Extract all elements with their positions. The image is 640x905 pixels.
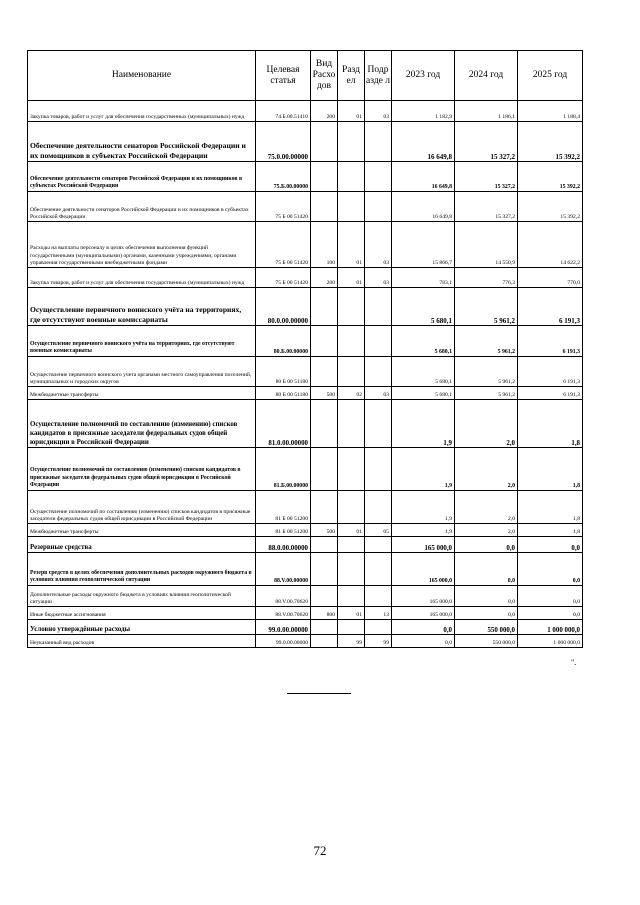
table-row [28,537,583,553]
row-2024: 5 961,2 [455,326,518,357]
row-2024: 2,0 [455,524,518,537]
row-2025: 1,8 [518,400,583,448]
row-2023: 15 866,7 [392,222,455,268]
row-2025: 1 000 000,0 [518,620,583,635]
row-2025: 15 392,2 [518,162,583,192]
row-2024: 1 186,1 [455,101,518,122]
row-name: Осуществление полномочий по составлению (изменению) списков кандидатов в присяжные заседатели федеральных судов общей юрисдикции в Российской Федерации [28,448,256,491]
row-section: 99 [338,635,365,648]
header-year-2024: 2024 год [455,51,518,101]
row-expense-type [311,586,338,607]
row-target: 75 Б 00 51420 [256,268,311,288]
table-header-row [28,51,583,101]
table-row [28,192,583,222]
row-2023: 1,9 [392,448,455,491]
row-2023: 5 680,1 [392,357,455,387]
row-2023: 165 000,0 [392,537,455,553]
row-name: Обеспечение деятельности сенаторов Российской Федерации и их помощников в субъектах Российской Федерации [28,162,256,192]
row-subsection: 05 [365,524,392,537]
header-subsection: Подр азде л [365,51,392,101]
row-2023: 1 182,9 [392,101,455,122]
row-2025: 1 188,4 [518,101,583,122]
row-expense-type [311,448,338,491]
row-subsection [365,400,392,448]
row-2025: 6 191,3 [518,357,583,387]
row-subsection [365,537,392,553]
row-2025: 0,0 [518,553,583,586]
table-row [28,162,583,192]
row-2025: 15 392,2 [518,192,583,222]
row-section [338,357,365,387]
row-2023: 0,0 [392,620,455,635]
row-target: 88.0.00.00000 [256,537,311,553]
row-target: 88.V.00.70620 [256,586,311,607]
row-section [338,620,365,635]
row-expense-type [311,288,338,326]
row-expense-type [311,357,338,387]
row-2023: 5 680,1 [392,288,455,326]
row-2025: 6 191,3 [518,288,583,326]
row-name: Условно утверждённые расходы [28,620,256,635]
row-2024: 550 000,0 [455,620,518,635]
row-name: Обеспечение деятельности сенаторов Российской Федерации и их помощников в субъектах Российской Федерации [28,192,256,222]
row-subsection: 03 [365,222,392,268]
row-2025: 15 392,2 [518,122,583,162]
row-expense-type [311,192,338,222]
row-2024: 5 961,2 [455,387,518,400]
row-target: 99.0.00.00000 [256,635,311,648]
row-2024: 550 000,0 [455,635,518,648]
row-2023: 0,0 [392,635,455,648]
row-name: Осуществление полномочий по составлению (изменению) списков кандидатов в присяжные заседатели федеральных судов общей юрисдикции в Российской Федерации [28,491,256,524]
table-row [28,635,583,648]
row-2025: 1,8 [518,448,583,491]
row-subsection [365,448,392,491]
row-name: Неуказанный вид расходов [28,635,256,648]
row-2023: 165 000,0 [392,607,455,620]
row-name: Резервные средства [28,537,256,553]
row-target: 74.Б.00.51410 [256,101,311,122]
table-row [28,101,583,122]
row-2024: 776,3 [455,268,518,288]
row-2025: 1 000 000,0 [518,635,583,648]
table-row [28,524,583,537]
row-2023: 1,9 [392,400,455,448]
row-2024: 14 550,9 [455,222,518,268]
row-expense-type: 200 [311,101,338,122]
row-expense-type [311,553,338,586]
row-target: 75.Б.00.00000 [256,162,311,192]
row-target: 80 Б 00 51180 [256,357,311,387]
row-expense-type [311,620,338,635]
row-target: 75 Б 00 51420 [256,222,311,268]
table-row [28,448,583,491]
row-target: 80.Б.00.00000 [256,326,311,357]
row-section [338,122,365,162]
row-2025: 14 622,2 [518,222,583,268]
row-2025: 6 191,3 [518,326,583,357]
row-2024: 2,0 [455,491,518,524]
row-section: 01 [338,222,365,268]
header-year-2025: 2025 год [518,51,583,101]
row-subsection [365,553,392,586]
table-row [28,491,583,524]
row-section [338,586,365,607]
header-year-2023: 2023 год [392,51,455,101]
row-2024: 15 327,2 [455,122,518,162]
row-target: 80 Б 00 51180 [256,387,311,400]
row-target: 81.Б.00.00000 [256,448,311,491]
row-section [338,553,365,586]
row-2024: 5 961,2 [455,288,518,326]
row-subsection [365,357,392,387]
row-section: 01 [338,101,365,122]
row-subsection [365,122,392,162]
table-row [28,357,583,387]
row-expense-type: 500 [311,387,338,400]
row-2025: 6 191,3 [518,387,583,400]
row-target: 75 Б 00 51420 [256,192,311,222]
row-name: Межбюджетные трансферты [28,387,256,400]
row-2023: 783,1 [392,268,455,288]
row-target: 75.0.00.00000 [256,122,311,162]
row-2023: 5 680,1 [392,387,455,400]
row-2024: 5 961,2 [455,357,518,387]
row-expense-type: 500 [311,524,338,537]
row-section: 01 [338,524,365,537]
row-section: 01 [338,268,365,288]
table-row [28,268,583,288]
table-row [28,387,583,400]
row-expense-type [311,122,338,162]
row-section [338,288,365,326]
row-2025: 770,0 [518,268,583,288]
row-2024: 15 327,2 [455,162,518,192]
row-subsection [365,491,392,524]
row-subsection [365,326,392,357]
row-section [338,400,365,448]
row-2024: 0,0 [455,553,518,586]
row-section [338,491,365,524]
table-row [28,607,583,620]
row-2023: 16 649,8 [392,122,455,162]
row-target: 81 Б 00 51200 [256,524,311,537]
table-row [28,122,583,162]
row-name: Межбюджетные трансферты [28,524,256,537]
row-expense-type: 200 [311,268,338,288]
row-name: Расходы на выплаты персоналу в целях обеспечения выполнения функций государственными (муниципальными) органами, казенными учреждениями, органами управления государственными внебюджетными фондами [28,222,256,268]
row-subsection [365,162,392,192]
row-2023: 16 649,8 [392,162,455,192]
row-target: 88.V.00.70620 [256,607,311,620]
row-subsection: 99 [365,635,392,648]
row-expense-type [311,400,338,448]
row-2024: 2,0 [455,448,518,491]
header-section: Разд ел [338,51,365,101]
table-row [28,326,583,357]
row-target: 88.V.00.00000 [256,553,311,586]
row-2023: 1,9 [392,491,455,524]
row-section: 02 [338,387,365,400]
row-target: 81.0.00.00000 [256,400,311,448]
table-row [28,400,583,448]
row-2024: 0,0 [455,586,518,607]
row-2024: 0,0 [455,607,518,620]
header-target-article: Целевая статья [256,51,311,101]
row-subsection: 03 [365,101,392,122]
table-row [28,620,583,635]
separator-line [287,693,351,694]
row-expense-type [311,635,338,648]
row-2025: 0,0 [518,586,583,607]
row-2024: 0,0 [455,537,518,553]
row-expense-type [311,326,338,357]
row-section [338,192,365,222]
row-subsection: 03 [365,387,392,400]
row-name: Иные бюджетные ассигнования [28,607,256,620]
row-2025: 1,8 [518,524,583,537]
row-name: Осуществление полномочий по составлению (изменению) списков кандидатов в присяжные заседатели федеральных судов общей юрисдикции в Российской Федерации [28,400,256,448]
row-2023: 165 000,0 [392,553,455,586]
row-2023: 165 000,0 [392,586,455,607]
header-expense-type: Вид Расхо дов [311,51,338,101]
row-subsection: 13 [365,607,392,620]
table-row [28,553,583,586]
budget-table [27,50,583,648]
row-section [338,537,365,553]
row-subsection: 03 [365,268,392,288]
row-section [338,448,365,491]
row-expense-type: 100 [311,222,338,268]
row-name: Закупка товаров, работ и услуг для обеспечения государственных (муниципальных) нужд [28,268,256,288]
row-section: 01 [338,607,365,620]
row-section [338,326,365,357]
row-subsection [365,288,392,326]
row-name: Резерв средств в целях обеспечения дополнительных расходов окружного бюджета в условиях влияния геополитической ситуации [28,553,256,586]
row-name: Осуществление первичного воинского учёта на территориях, где отсутствуют военные комиссариаты [28,326,256,357]
row-2024: 15 327,2 [455,192,518,222]
row-expense-type [311,162,338,192]
row-2025: 1,8 [518,491,583,524]
row-2023: 5 680,1 [392,326,455,357]
row-expense-type [311,537,338,553]
table-row [28,222,583,268]
row-target: 81 Б 00 51200 [256,491,311,524]
closing-quote: ". [571,658,577,667]
row-subsection [365,620,392,635]
row-name: Дополнительные расходы окружного бюджета в условиях влияния геополитической ситуации [28,586,256,607]
page-number: 72 [313,843,327,858]
row-section [338,162,365,192]
row-target: 80.0.00.00000 [256,288,311,326]
row-name: Осуществление первичного воинского учёта на территориях, где отсутствуют военные комиссариаты [28,288,256,326]
header-name: Наименование [28,51,256,101]
row-name: Закупка товаров, работ и услуг для обеспечения государственных (муниципальных) нужд [28,101,256,122]
row-subsection [365,586,392,607]
row-2023: 16 649,8 [392,192,455,222]
row-name: Осуществление первичного воинского учета органами местного самоуправления поселений, муниципальных и городских округов [28,357,256,387]
row-name: Обеспечение деятельности сенаторов Российской Федерации и их помощников в субъектах Российской Федерации [28,122,256,162]
table-row [28,586,583,607]
row-target: 99.0.00.00000 [256,620,311,635]
row-2024: 2,0 [455,400,518,448]
row-subsection [365,192,392,222]
row-2025: 0,0 [518,607,583,620]
row-expense-type: 800 [311,607,338,620]
row-expense-type [311,491,338,524]
table-row [28,288,583,326]
row-2025: 0,0 [518,537,583,553]
row-2023: 1,9 [392,524,455,537]
